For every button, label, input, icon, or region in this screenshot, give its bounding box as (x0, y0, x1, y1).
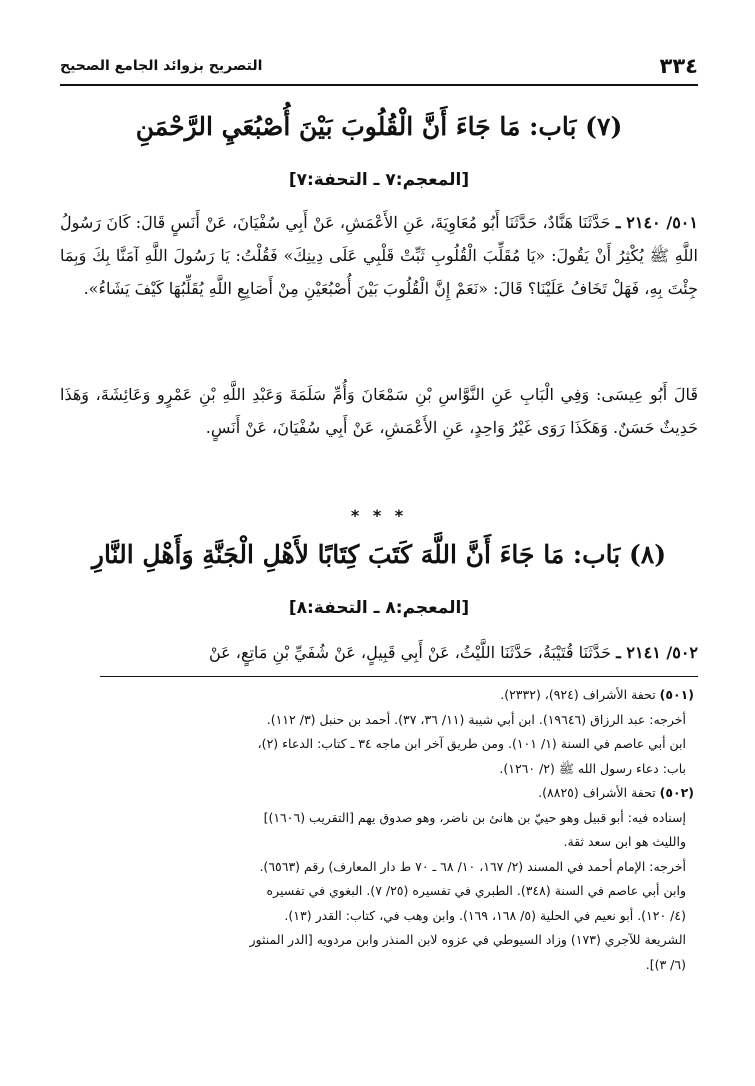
footnote-502-takhrij-4: الشريعة للآجري (١٧٣) وزاد السيوطي في عزوه لابن المنذر وابن مردويه [الدر المنثور (249, 932, 686, 947)
page-number: ٣٣٤ (659, 54, 698, 78)
footnote-502-id: (٥٠٢) (659, 785, 694, 800)
hadith-501-commentary: قَالَ أَبُو عِيسَى: وَفِي الْبَابِ عَنِ النَّوَّاسِ بْنِ سَمْعَانَ وَأُمِّ سَلَمَةَ وَعَبْدِ اللَّهِ بْنِ عَمْرٍو وَعَائِشَةَ، وَهَذَا حَدِيثٌ حَسَنٌ. وَهَكَذَا رَوَى غَيْرُ وَاحِدٍ، عَنِ الأَعْمَشِ، عَنْ أَبِي سُفْيَانَ، عَنْ أَنَسٍ. (60, 385, 698, 437)
footnote-divider (100, 676, 698, 677)
footnote-502-isnad-2: والليث هو ابن سعد ثقة. (563, 834, 686, 849)
chapter-8-heading: (٨) بَاب: مَا جَاءَ أَنَّ اللَّهَ كَتَبَ كِتَابًا لأَهْلِ الْجَنَّةِ وَأَهْلِ النَّارِ (91, 540, 667, 569)
hadith-502 (60, 636, 698, 669)
footnote-502-tuhfa-line (60, 781, 698, 806)
footnotes (60, 683, 698, 977)
footnote-502-isnad-1: إسناده فيه: أبو قبيل وهو حييّ بن هانئ بن ناضر، وهو صدوق يهم [التقريب (١٦٠٦)] (263, 809, 686, 825)
footnote-501-takhrij-3: باب: دعاء رسول الله ﷺ (٢/ ١٢٦٠). (499, 760, 686, 776)
footnote-502-takhrij-2: وابن أبي عاصم في السنة (٣٤٨). الطبري في تفسيره (٢٥/ ٧). البغوي في تفسيره (266, 883, 686, 898)
footnote-501-tuhfa: تحفة الأشراف (٩٢٤)، (٢٣٣٢). (500, 687, 656, 702)
footnote-501-takhrij-2: ابن أبي عاصم في السنة (١/ ١٠١). ومن طريق آخر ابن ماجه ٣٤ ـ كتاب: الدعاء (٢)، (257, 736, 686, 751)
footnote-502-tuhfa: تحفة الأشراف (٨٨٢٥). (538, 785, 656, 800)
hadith-502-number: ٥٠٢/ ٢١٤١ ـ (616, 643, 698, 662)
chapter-7-index-ref: [المعجم:٧ ـ التحفة:٧] (288, 170, 470, 190)
footnote-501-takhrij-1: أخرجه: عبد الرزاق (١٩٦٤٦). ابن أبي شيبة (١١/ ٣٦، ٣٧). أحمد بن حنبل (٣/ ١١٢). (266, 711, 686, 727)
footnote-502-takhrij-3: (٤/ ١٢٠). أبو نعيم في الحلية (٥/ ١٦٨، ١٦٩). وابن وهب في، كتاب: القدر (١٣). (284, 907, 686, 923)
footnote-502-takhrij-5: (٦/ ٣)]. (645, 956, 686, 972)
footnote-501-tuhfa-line (60, 683, 698, 708)
footnote-502-takhrij-1: أخرجه: الإمام أحمد في المسند (٢/ ١٦٧، ١٠/ ٦٨ ـ ٧٠ ط دار المعارف) رقم (٦٥٦٣). (259, 858, 686, 874)
running-header (60, 50, 698, 86)
section-separator: * * * (350, 506, 408, 525)
hadith-501-number: ٥٠١/ ٢١٤٠ ـ (615, 213, 698, 232)
hadith-501 (60, 206, 698, 305)
chapter-7-heading: (٧) بَاب: مَا جَاءَ أَنَّ الْقُلُوبَ بَيْنَ أُصْبُعَيِ الرَّحْمَنِ (135, 112, 623, 141)
chapter-8-index-ref: [المعجم:٨ ـ التحفة:٨] (288, 598, 470, 618)
hadith-501-text: حَدَّثَنَا هَنَّادٌ، حَدَّثَنَا أَبُو مُعَاوِيَةَ، عَنِ الأَعْمَشِ، عَنْ أَبِي سُفْيَانَ، عَنْ أَنَسٍ قَالَ: كَانَ رَسُولُ اللَّهِ ﷺ يُكْثِرُ أَنْ يَقُولَ: «يَا مُقَلِّبَ الْقُلُوبِ ثَبِّتْ قَلْبِي عَلَى دِينِكَ» فَقُلْتُ: يَا رَسُولَ اللَّهِ آمَنَّا بِكَ وَبِمَا جِئْتَ بِهِ، فَهَلْ تَخَافُ عَلَيْنَا؟ قَالَ: «نَعَمْ إِنَّ الْقُلُوبَ بَيْنَ أُصْبُعَيْنِ مِنْ أَصَابِعِ اللَّهِ يُقَلِّبُهَا كَيْفَ يَشَاءُ». (60, 213, 698, 298)
hadith-502-text: حَدَّثَنَا قُتَيْبَةُ، حَدَّثَنَا اللَّيْثُ، عَنْ أَبِي قَبِيلٍ، عَنْ شُفَيِّ بْنِ مَاتِعٍ، عَنْ (208, 643, 612, 662)
running-title: التصريح بزوائد الجامع الصحيح (60, 58, 263, 74)
footnote-501-id: (٥٠١) (659, 687, 694, 702)
